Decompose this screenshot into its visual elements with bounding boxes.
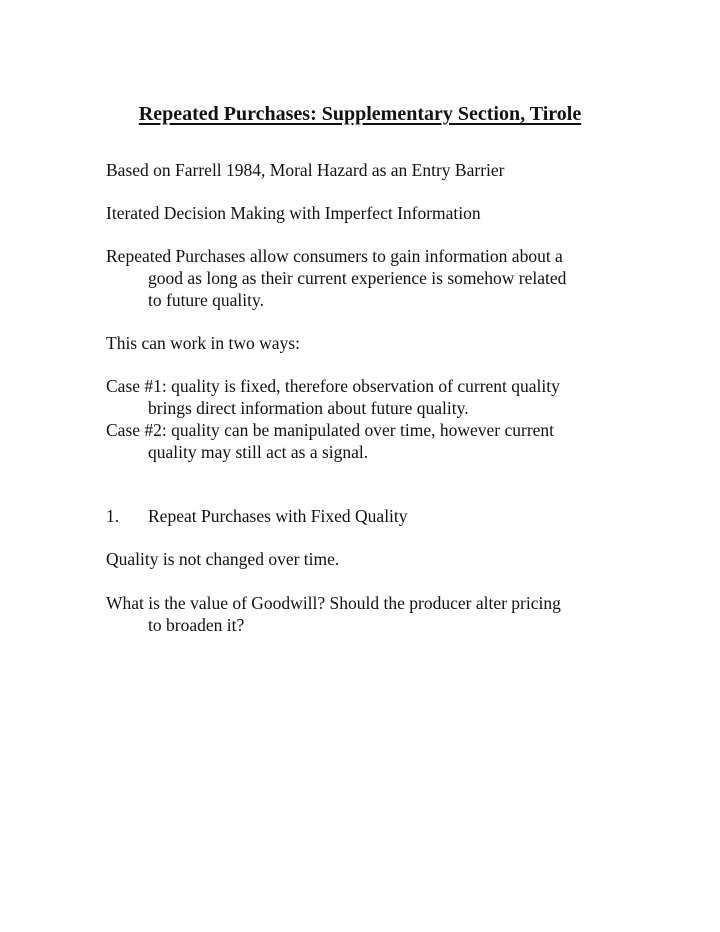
based-on-text: Based on Farrell 1984, Moral Hazard as an Entry Barrier bbox=[106, 160, 505, 180]
case-1-line-2: brings direct information about future quality. bbox=[148, 398, 469, 418]
two-ways-paragraph bbox=[106, 332, 626, 354]
repeated-purchases-line-1: Repeated Purchases allow consumers to gain information about a bbox=[106, 246, 563, 266]
repeated-purchases-line-2: good as long as their current experience is somehow related bbox=[148, 268, 567, 288]
repeated-purchases-paragraph bbox=[106, 245, 626, 311]
section-1-title: Repeat Purchases with Fixed Quality bbox=[148, 506, 408, 526]
repeated-purchases-line-3: to future quality. bbox=[148, 290, 264, 310]
iterated-text: Iterated Decision Making with Imperfect Information bbox=[106, 203, 481, 223]
quality-not-changed-text: Quality is not changed over time. bbox=[106, 549, 340, 569]
document-title: Repeated Purchases: Supplementary Section, Tirole bbox=[138, 103, 582, 125]
goodwill-paragraph bbox=[106, 592, 626, 636]
section-1-heading bbox=[106, 505, 626, 527]
goodwill-line-2: to broaden it? bbox=[148, 615, 245, 635]
quality-not-changed-paragraph bbox=[106, 548, 626, 570]
case-2-line-1: Case #2: quality can be manipulated over time, however current bbox=[106, 420, 555, 440]
section-1-number: 1. bbox=[106, 506, 120, 526]
case-1-line-1: Case #1: quality is fixed, therefore observation of current quality bbox=[106, 376, 560, 396]
case-2-line-2: quality may still act as a signal. bbox=[148, 442, 369, 462]
case-1-paragraph bbox=[106, 375, 626, 419]
two-ways-text: This can work in two ways: bbox=[106, 333, 300, 353]
iterated-paragraph bbox=[106, 202, 626, 224]
based-on-paragraph bbox=[106, 159, 626, 181]
case-2-paragraph bbox=[106, 419, 626, 463]
goodwill-line-1: What is the value of Goodwill? Should the producer alter pricing bbox=[106, 593, 561, 613]
